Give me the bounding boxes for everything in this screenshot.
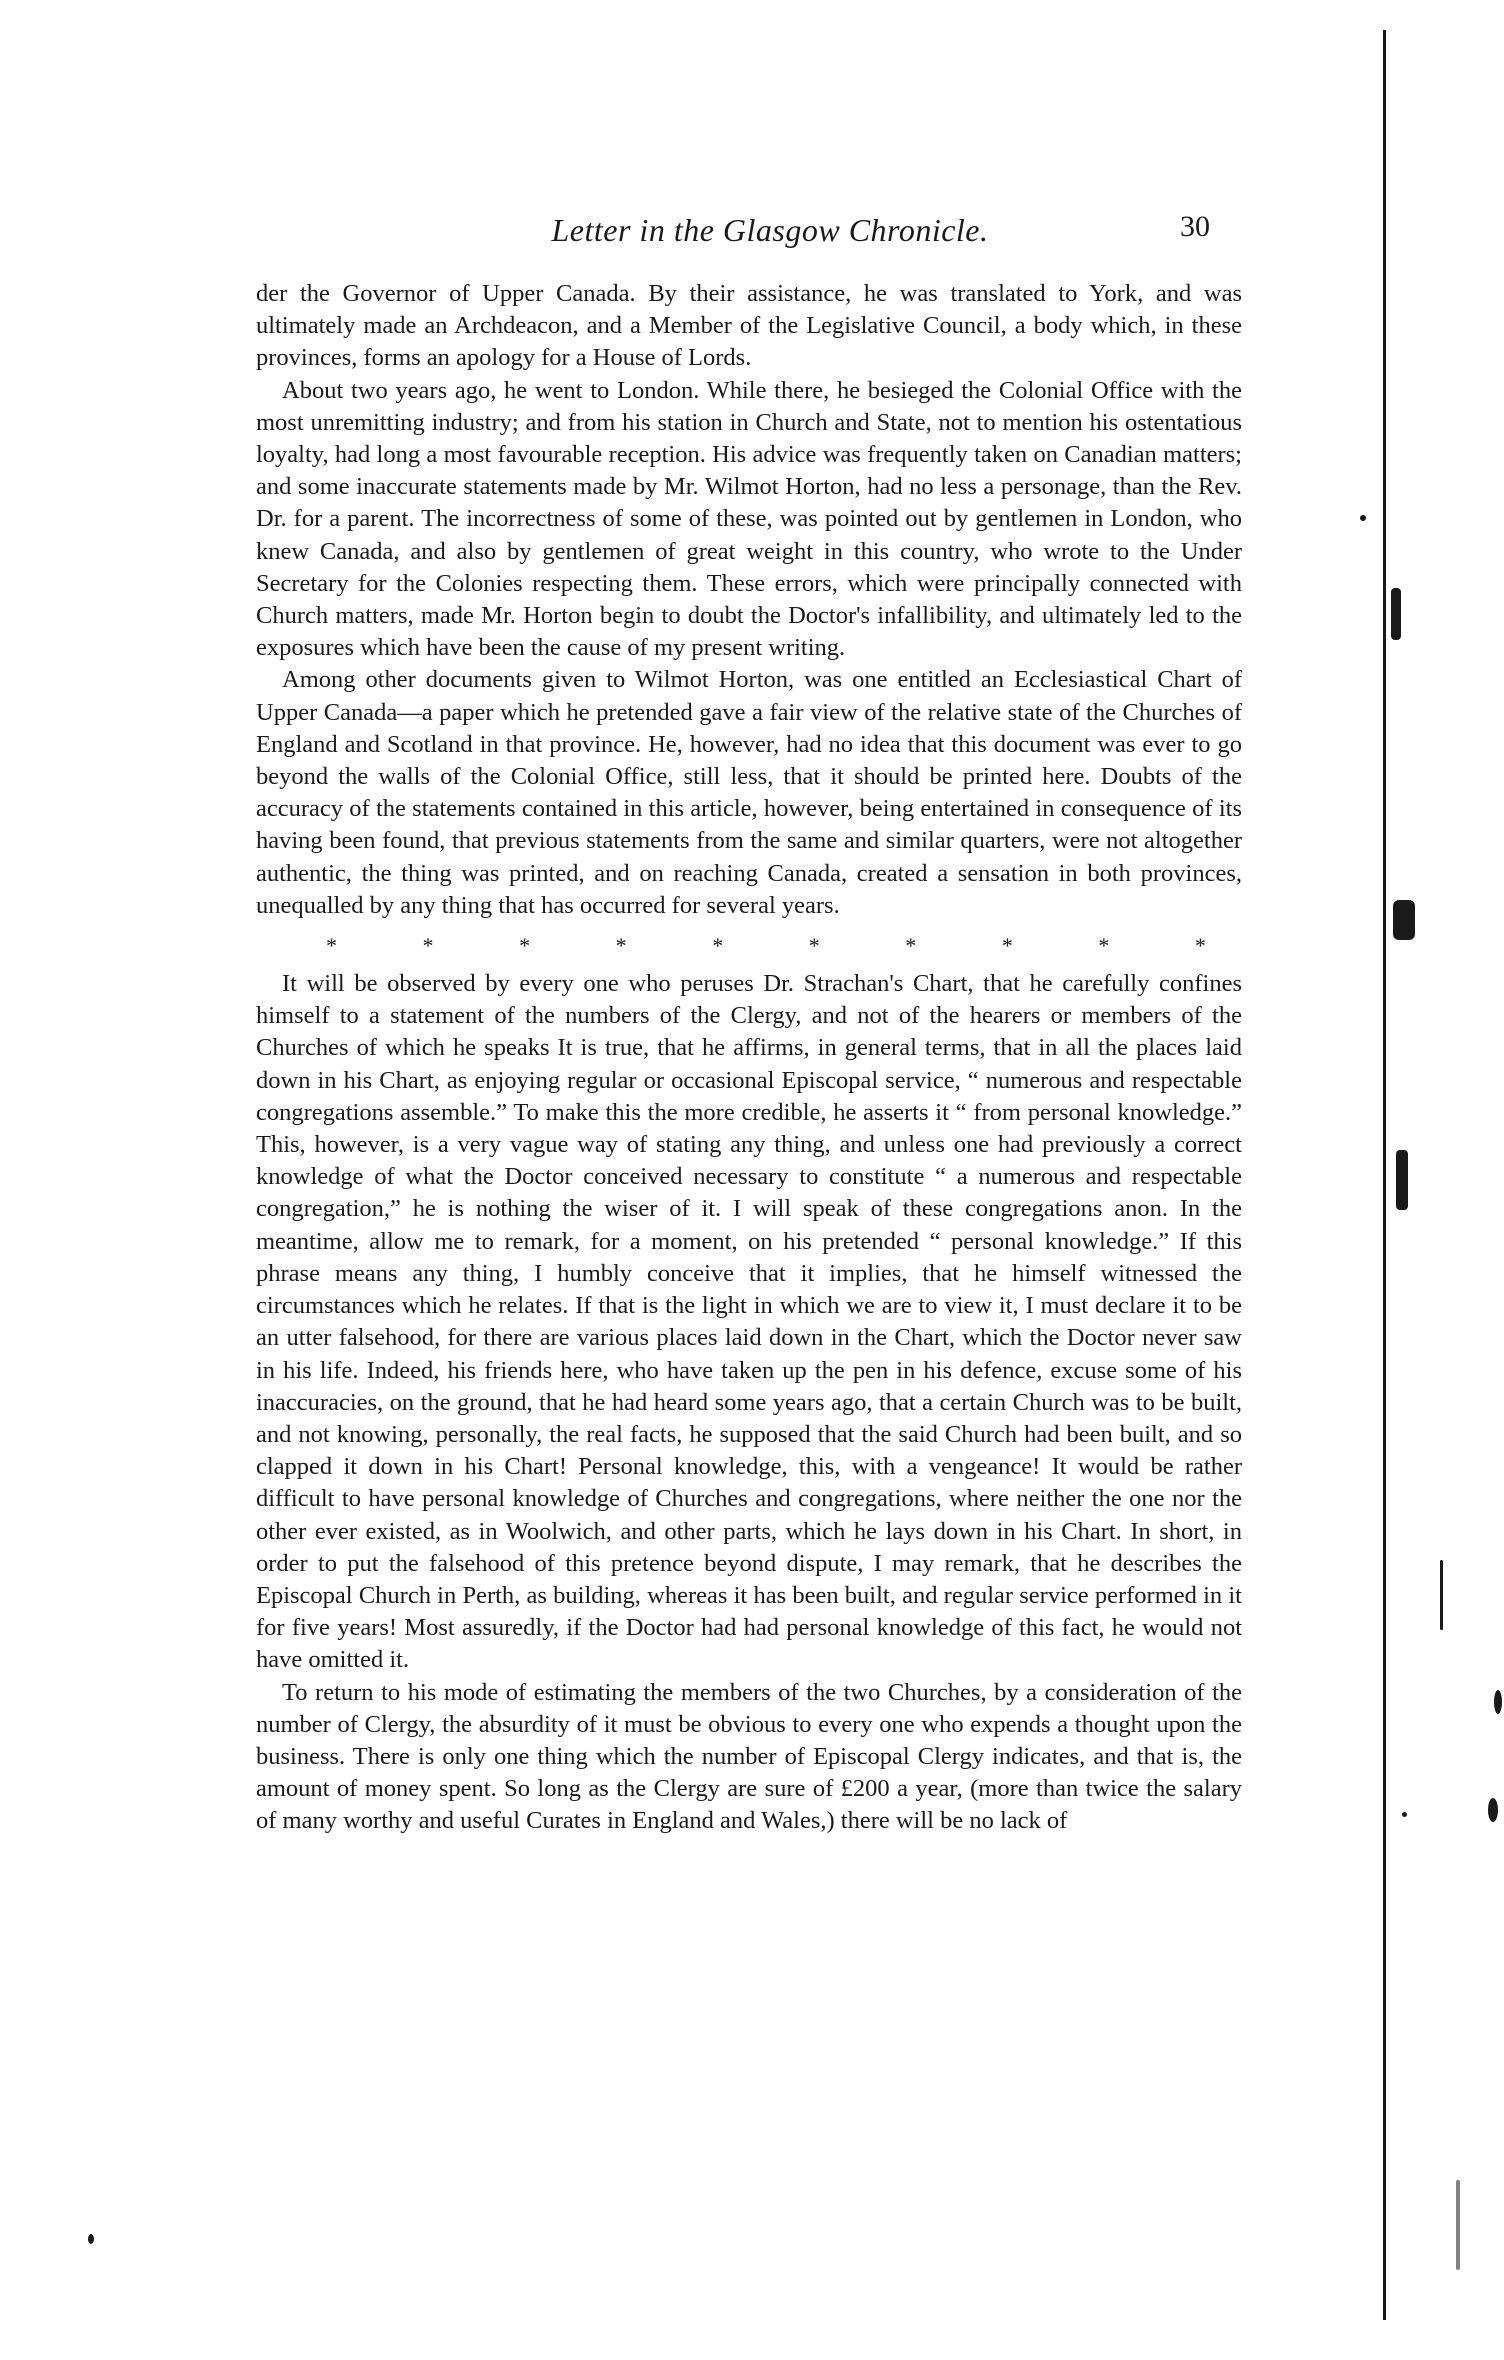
asterisk: *: [615, 933, 627, 959]
section-break-asterism: [326, 934, 1206, 958]
running-header-title: Letter in the Glasgow Chronicle.: [551, 212, 989, 248]
asterisk: *: [808, 933, 820, 959]
scan-speck: [1494, 1690, 1502, 1714]
scan-speck: [1393, 900, 1415, 940]
paragraph-4: It will be observed by every one who peruses Dr. Strachan's Chart, that he carefully confines himself to a statement of the numbers of the Clergy, and not of the hearers or members of the Churches of which he speaks It is true, that he affirms, in general terms, that in all the places laid down in his Chart, as enjoying regular or occasional Episcopal service, “ numerous and respectable congregations assemble.” To make this the more credible, he asserts it “ from personal knowledge.” This, however, is a very vague way of stating any thing, and unless one had previously a correct knowledge of what the Doctor conceived necessary to constitute “ a numerous and respectable congregation,” he is nothing the wiser of it. I will speak of these congregations anon. In the meantime, allow me to remark, for a moment, on his pretended “ personal knowledge.” If this phrase means any thing, I humbly conceive that it implies, that he himself witnessed the circumstances which he relates. If that is the light in which we are to view it, I must declare it to be an utter falsehood, for there are various places laid down in the Chart, which the Doctor never saw in his life. Indeed, his friends here, who have taken up the pen in his defence, excuse some of his inaccuracies, on the ground, that he had heard some years ago, that a certain Church was to be built, and not knowing, personally, the real facts, he supposed that the said Church had been built, and so clapped it down in his Chart! Personal knowledge, this, with a vengeance! It would be rather difficult to have personal knowledge of Churches and congregations, where neither the one nor the other ever existed, as in Woolwich, and other parts, which he lays down in his Chart. In short, in order to put the falsehood of this pretence beyond dispute, I may remark, that he describes the Episcopal Church in Perth, as building, whereas it has been built, and regular service performed in it for five years! Most assuredly, if the Doctor had had personal knowledge of this fact, he would not have omitted it.: [256, 970, 1242, 1674]
paragraph-1: der the Governor of Upper Canada. By their assistance, he was translated to York, and was ultimately made an Archdeacon, and a Member of the Legislative Council, a body which, in these provinces, forms an apology for a House of Lords.: [256, 280, 1242, 372]
asterisk: *: [326, 933, 337, 959]
asterisk: *: [1098, 933, 1110, 959]
paragraph-3: Among other documents given to Wilmot Horton, was one entitled an Ecclesiastical Chart of Upper Canada—a paper which he pretended gave a fair view of the relative state of the Churches of England and Scotland in that province. He, however, had no idea that this document was ever to go beyond the walls of the Colonial Office, still less, that it should be printed here. Doubts of the accuracy of the statements contained in this article, however, being entertained in consequence of its having been found, that previous statements from the same and similar quarters, were not altogether authentic, the thing was printed, and on reaching Canada, created a sensation in both provinces, unequalled by any thing that has occurred for several years.: [256, 666, 1242, 919]
asterisk: *: [422, 933, 434, 959]
asterisk: *: [519, 933, 531, 959]
scan-speck: [1396, 1150, 1408, 1210]
page-number: 30: [1180, 210, 1210, 243]
scan-speck: [1440, 1560, 1443, 1630]
asterisk: *: [1194, 933, 1206, 959]
scan-speck: [1488, 1798, 1498, 1822]
asterisk: *: [1001, 933, 1013, 959]
scan-speck: [88, 2234, 94, 2244]
scan-speck: [1391, 588, 1401, 640]
paragraph-2: About two years ago, he went to London. While there, he besieged the Colonial Office with the most unremitting industry; and from his station in Church and State, not to mention his ostentatious loyalty, had long a most favourable reception. His advice was frequently taken on Canadian matters; and some inaccurate statements made by Mr. Wilmot Horton, had no less a personage, than the Rev. Dr. for a parent. The incorrectness of some of these, was pointed out by gentlemen in London, who knew Canada, and also by gentlemen of great weight in this country, who wrote to the Under Secretary for the Colonies respecting them. These errors, which were principally connected with Church matters, made Mr. Horton begin to doubt the Doctor's infallibility, and ultimately led to the exposures which have been the cause of my present writing.: [256, 376, 1242, 662]
scan-speck: [1456, 2180, 1460, 2270]
scan-speck: [1360, 515, 1366, 521]
body-text: [256, 278, 1242, 1838]
asterisk: *: [905, 933, 917, 959]
asterisk: *: [712, 933, 724, 959]
paragraph-5: To return to his mode of estimating the members of the two Churches, by a consideration of the number of Clergy, the absurdity of it must be obvious to every one who expends a thought upon the business. There is only one thing which the number of Episcopal Clergy indicates, and that is, the amount of money spent. So long as the Clergy are sure of £200 a year, (more than twice the salary of many worthy and useful Curates in England and Wales,) there will be no lack of: [256, 1678, 1242, 1835]
scan-speck: [1402, 1812, 1407, 1817]
page-binding-edge: [1383, 30, 1386, 2320]
